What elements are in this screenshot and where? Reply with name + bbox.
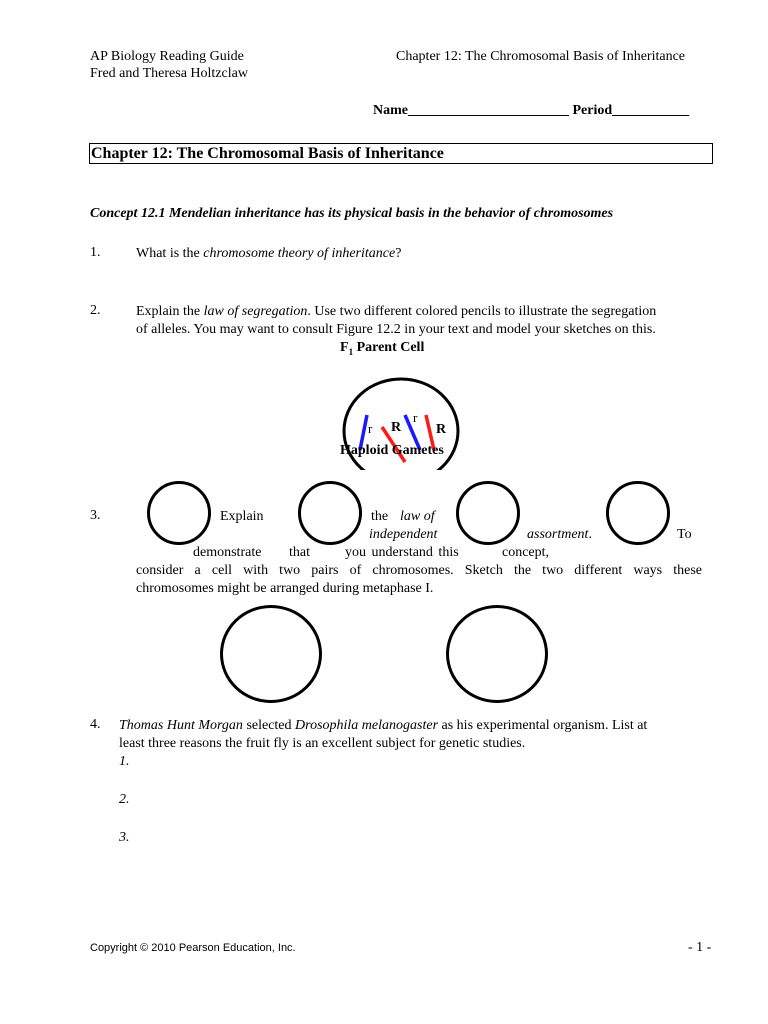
q2-number: 2. [90,303,101,318]
period-label: Period [572,103,613,118]
q1-number: 1. [90,245,101,260]
name-blank[interactable]: _______________________ [408,103,569,118]
q3-word-independent: independent [369,527,438,542]
q3-line2-w1: demonstrate [193,545,262,560]
authors: Fred and Theresa Holtzclaw [90,66,248,81]
q4-item-3: 3. [119,830,130,845]
name-label: Name [373,103,408,118]
q4-item-1: 1. [119,754,130,769]
q3-word-the: the [371,509,389,524]
q3-line2-w3: you understand this [345,545,459,560]
concept-heading: Concept 12.1 Mendelian inheritance has its physical basis in the behavior of chromosomes [90,206,614,221]
gamete-circle-2[interactable] [298,481,362,545]
q3-word-assortment: assortment. [527,527,592,542]
q4-number: 4. [90,717,101,732]
q2-line2: of alleles. You may want to consult Figure 12.2 in your text and model your sketches on this. [136,322,656,337]
q3-line2-w2: that [289,545,310,560]
q3-line4: chromosomes might be arranged during metaphase I. [136,581,434,596]
q1-text [136,245,401,263]
metaphase-circle-1[interactable] [220,605,322,703]
q2-pre: Explain the [136,304,204,319]
metaphase-circle-2[interactable] [446,605,548,703]
q1-italic: chromosome theory of inheritance [203,246,396,261]
q2-italic: law of segregation [203,304,308,319]
allele-r-2: r [413,410,418,425]
q2-text [136,303,702,339]
allele-r-1: r [368,421,373,436]
guide-title: AP Biology Reading Guide [90,49,244,64]
q3-line3: consider a cell with two pairs of chromosomes. Sketch the two different ways these [136,563,702,578]
q3-word-lawof: law of [400,509,435,524]
gamete-circle-3[interactable] [456,481,520,545]
name-period-line [373,103,689,119]
q3-line2-w4: concept, [502,545,550,560]
q1-post: ? [395,246,402,261]
period-blank[interactable]: ___________ [612,103,690,118]
q3-word-to: To [677,527,692,542]
haploid-gametes-label: Haploid Gametes [340,443,444,458]
allele-R-2: R [436,422,447,437]
q4-item-2: 2. [119,792,130,807]
q4-text: Thomas Hunt Morgan selected Drosophila melanogaster as his experimental organism. List at least three reasons the fruit fly is an excellent subject for genetic studies. [119,718,648,751]
chapter-title: Chapter 12: The Chromosomal Basis of Inheritance [89,143,713,164]
allele-R-1: R [391,420,402,435]
q1-pre: What is the [136,246,204,261]
parent-cell-label: $F_1$ Parent Cell [340,340,425,357]
q3-word-explain: Explain [220,509,264,524]
page-number: - 1 - [688,940,712,955]
gamete-circle-4[interactable] [606,481,670,545]
copyright: Copyright © 2010 Pearson Education, Inc. [90,942,296,954]
header-chapter: Chapter 12: The Chromosomal Basis of Inheritance [396,49,686,64]
header-left [90,48,248,82]
q2-post: . Use two different colored pencils to illustrate the segregation [307,304,657,319]
q3-number: 3. [90,508,101,523]
gamete-circle-1[interactable] [147,481,211,545]
